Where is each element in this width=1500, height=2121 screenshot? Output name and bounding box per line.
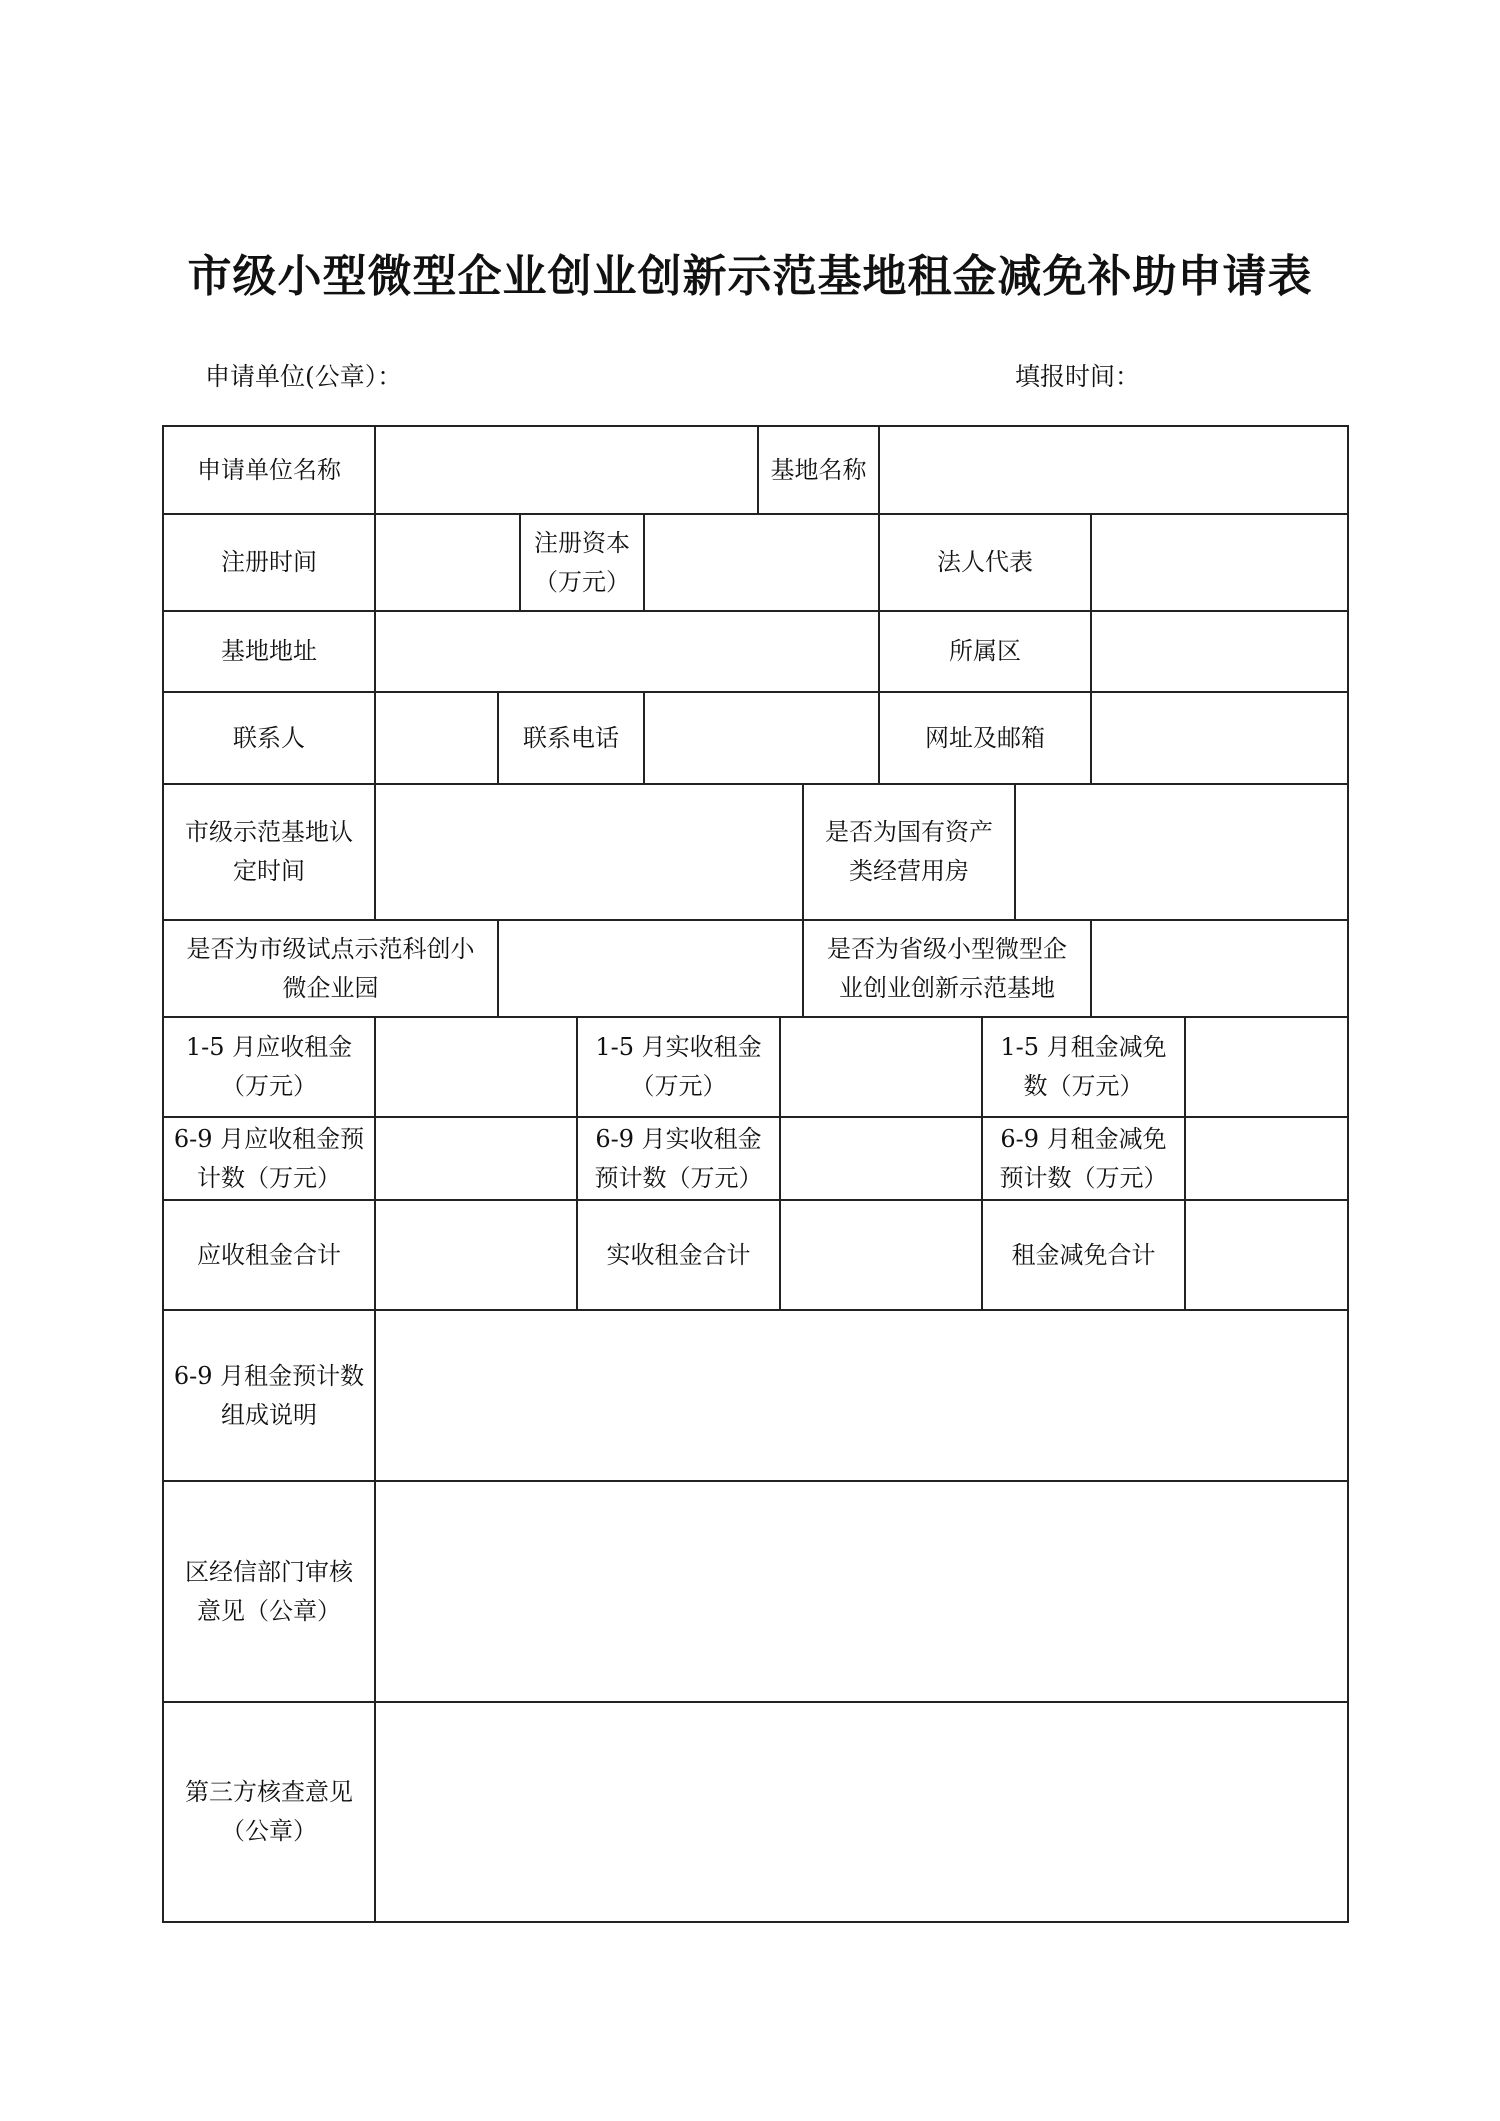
third-party-input[interactable] [376,1703,1347,1921]
state-owned-input[interactable] [1016,785,1347,919]
unit-name-input[interactable] [376,427,757,513]
base-name-label: 基地名称 [770,455,867,484]
reg-time-label: 注册时间 [221,548,317,576]
contact-input[interactable] [376,693,497,783]
recognition-time-label: 市级示范基地认 定时间 [185,818,353,885]
rent-relief-1-5-input[interactable] [1186,1018,1347,1116]
rent-due-6-9-label: 6-9 月应收租金预 计数（万元） [173,1124,365,1192]
rent-received-6-9-label: 6-9 月实收租金 预计数（万元） [594,1124,763,1192]
fill-time-label: 填报时间： [1015,362,1141,391]
web-email-input[interactable] [1092,693,1347,783]
provincial-base-label: 是否为省级小型微型企 业创业创新示范基地 [827,934,1067,1002]
rent-received-1-5-input[interactable] [781,1018,981,1116]
unit-name-label: 申请单位名称 [197,455,341,484]
pilot-park-label: 是否为市级试点示范科创小 微企业园 [186,934,475,1002]
total-received-label: 实收租金合计 [606,1240,751,1269]
base-address-label: 基地地址 [221,637,317,665]
recognition-time-input[interactable] [376,785,802,919]
total-received-input[interactable] [781,1201,981,1309]
total-relief-input[interactable] [1186,1201,1347,1309]
table-border-right [1347,425,1349,1923]
pilot-park-input[interactable] [499,921,802,1016]
rent-relief-1-5-label: 1-5 月租金减免 数（万元） [1000,1033,1167,1100]
district-label: 所属区 [949,637,1021,665]
composition-input[interactable] [376,1311,1347,1480]
state-owned-label: 是否为国有资产 类经营用房 [825,818,993,885]
provincial-base-input[interactable] [1092,921,1347,1016]
form-title: 市级小型微型企业创业创新示范基地租金减免补助申请表 [187,251,1313,302]
district-review-input[interactable] [376,1482,1347,1701]
contact-label: 联系人 [233,723,305,752]
district-input[interactable] [1092,612,1347,691]
total-due-input[interactable] [376,1201,576,1309]
total-relief-label: 租金减免合计 [1011,1240,1156,1269]
rent-due-6-9-input[interactable] [376,1118,576,1199]
rent-relief-6-9-label: 6-9 月租金减免 预计数（万元） [999,1124,1168,1192]
base-name-input[interactable] [880,427,1347,513]
rent-relief-6-9-input[interactable] [1186,1118,1347,1199]
rent-received-1-5-label: 1-5 月实收租金 （万元） [595,1033,762,1100]
legal-rep-input[interactable] [1092,515,1347,610]
phone-input[interactable] [645,693,878,783]
reg-time-input[interactable] [376,515,519,610]
base-address-input[interactable] [376,612,878,691]
legal-rep-label: 法人代表 [937,548,1033,576]
district-review-label: 区经信部门审核 意见（公章） [185,1557,353,1625]
third-party-label: 第三方核查意见 （公章） [185,1778,353,1845]
table-border-bottom [162,1921,1349,1923]
rent-due-1-5-input[interactable] [376,1018,576,1116]
rent-received-6-9-input[interactable] [781,1118,981,1199]
reg-capital-input[interactable] [645,515,878,610]
web-email-label: 网址及邮箱 [925,723,1045,752]
total-due-label: 应收租金合计 [197,1240,341,1269]
rent-due-1-5-label: 1-5 月应收租金 （万元） [185,1033,353,1100]
applicant-unit-label: 申请单位(公章）： [205,362,403,391]
phone-label: 联系电话 [523,723,619,752]
composition-label: 6-9 月租金预计数 组成说明 [173,1361,365,1429]
reg-capital-label: 注册资本 （万元） [534,528,630,596]
